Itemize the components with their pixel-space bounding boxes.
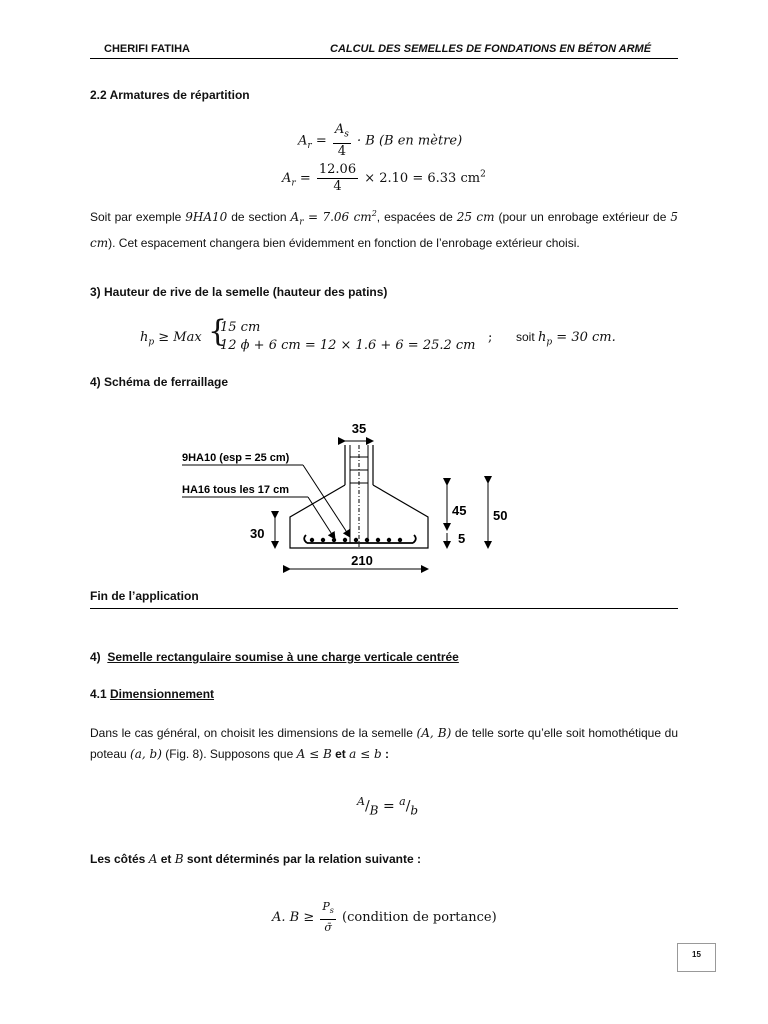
equation-ar-numeric: $A_r$ = $\frac{12.06}{4}$ × 2.10 = 6.33 $cm^2$: [282, 162, 486, 194]
dim-left-label: 30: [250, 526, 265, 541]
section-4-schema-heading: 4) Schéma de ferraillage: [90, 375, 229, 389]
paragraph-cotes: Les côtés A et B sont déterminés par la relation suivante :: [90, 852, 421, 866]
label-ha16: HA16 tous les 17 cm: [182, 484, 289, 496]
equation-portance: A. B ≥ $\frac{P_s}{\sigmā}$ (condition de portance): [272, 900, 497, 935]
dim-50-label: 50: [493, 508, 508, 523]
equation-ar-general: $A_r$ = $\frac{A_s}{4}$ · B (B en mètre): [298, 122, 463, 159]
header-title: CALCUL DES SEMELLES DE FONDATIONS EN BÉTON ARMÉ: [330, 43, 652, 55]
dim-top-label: 35: [351, 421, 367, 436]
section-4-heading: 4) Semelle rectangulaire soumise à une charge verticale centrée: [90, 650, 459, 664]
page-number: 15: [692, 950, 701, 959]
header-author: CHERIFI FATIHA: [104, 43, 190, 55]
dim-bottom-label: 210: [351, 553, 373, 568]
equation-hp: $h_p$ ≥ Max { 15 cm 12 ϕ + 6 cm = 12 × 1.6 + 6 = 25.2 cm ; soit $h_p = 30$ cm.: [140, 314, 616, 353]
header-rule: [90, 58, 678, 59]
dim-45-label: 45: [452, 503, 467, 518]
brace-icon: {: [208, 314, 228, 349]
distribution-bars: [310, 538, 402, 542]
equation-ratio: $^A/_B = ^a/_b$: [357, 795, 419, 818]
label-9ha10: 9HA10 (esp = 25 cm): [182, 452, 290, 464]
section-3-heading: 3) Hauteur de rive de la semelle (hauteur des patins): [90, 285, 388, 299]
paragraph-dimensionnement: Dans le cas général, on choisit les dimensions de la semelle (A, B) de telle sorte qu’elle soit homothétique du poteau (a, b) (Fig. 8). Supposons que A ≤ B et a ≤ b :: [90, 726, 678, 761]
reinforcement-diagram: [160, 415, 560, 580]
paragraph-repartition: Soit par exemple 9HA10 de section $A_r = 7.06$ $cm^2$, espacées de 25 cm (pour un enrobage extérieur de 5 cm). Cet espacement changera bien évidemment en fonction de l’enrobage extérieur choisi.: [90, 209, 679, 251]
dim-5-label: 5: [458, 531, 466, 546]
section-4-1-heading: 4.1 Dimensionnement: [90, 687, 215, 701]
section-2-2-heading: 2.2 Armatures de répartition: [90, 88, 250, 102]
end-of-application: Fin de l’application: [90, 589, 199, 603]
section-divider: [90, 608, 678, 609]
page-number-box: [677, 943, 716, 972]
